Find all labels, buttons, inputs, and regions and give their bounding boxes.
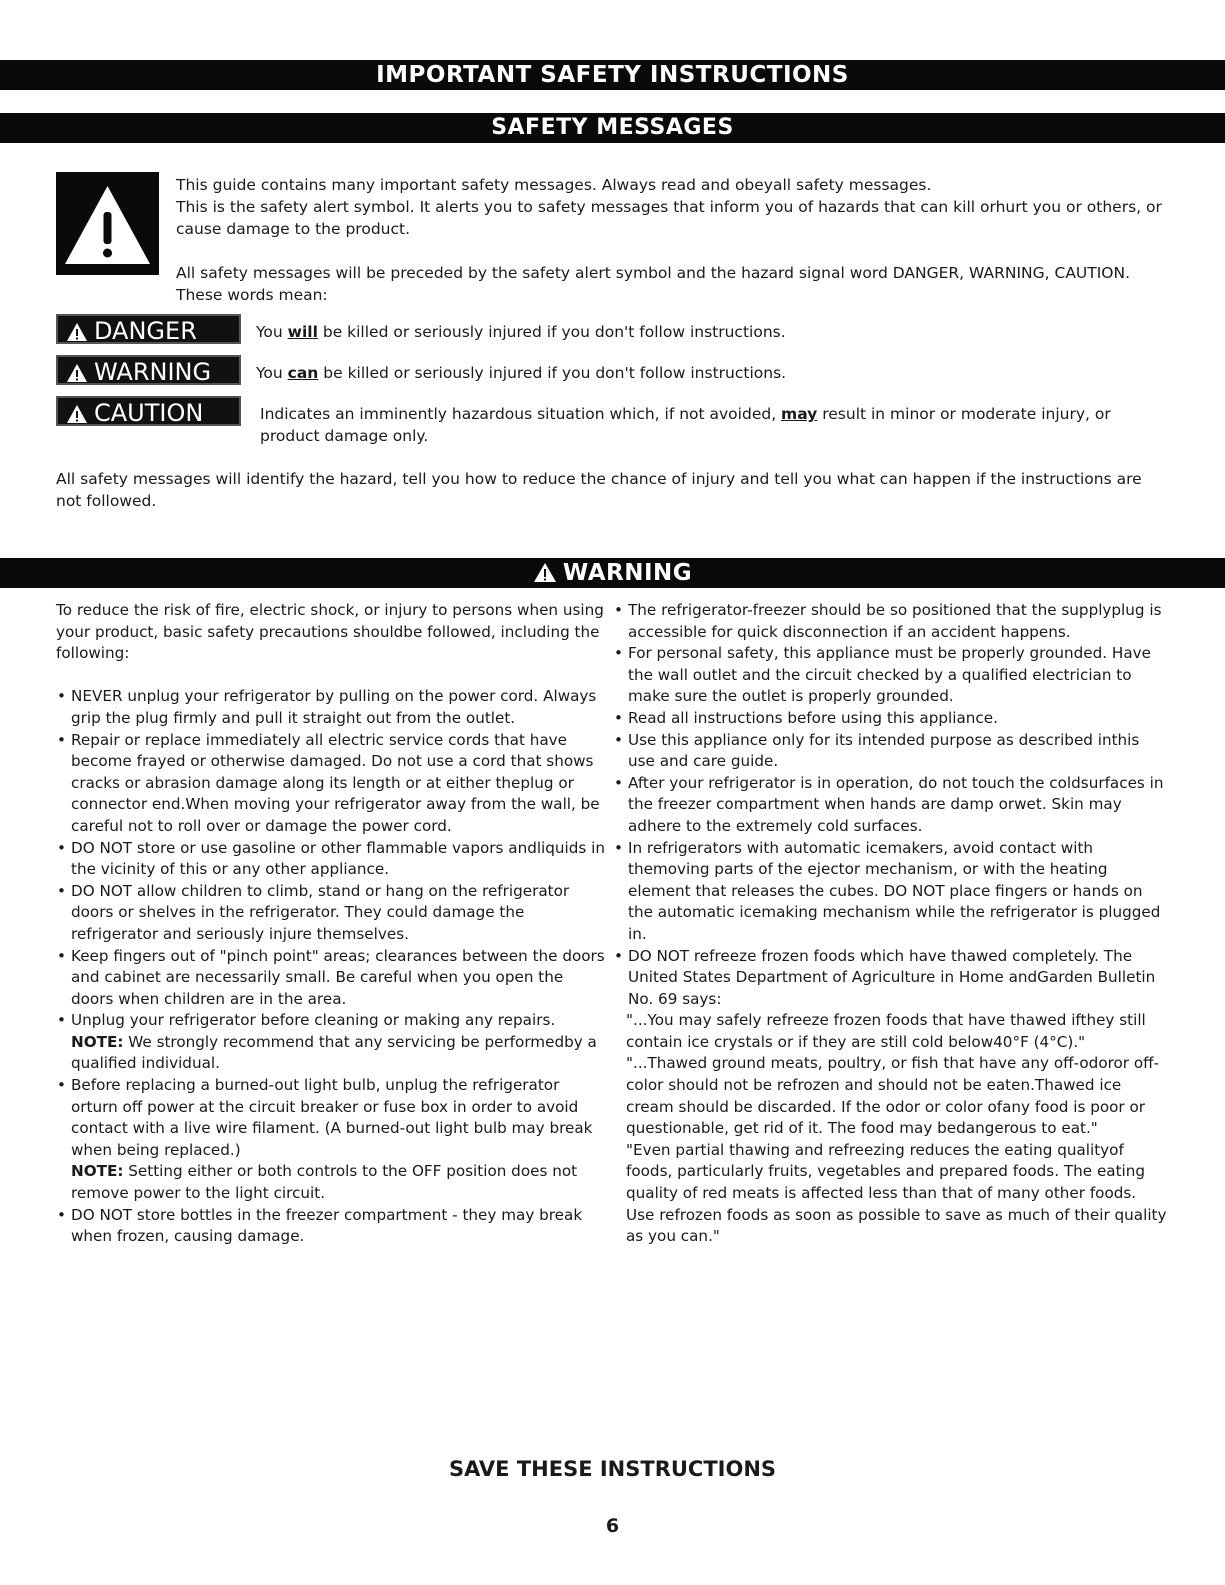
bullet-icon: • — [57, 838, 66, 857]
caution-post: result in minor or moderate injury, or product damage only. — [260, 405, 1111, 445]
bullet-icon: • — [614, 730, 623, 749]
danger-signal-label — [56, 314, 241, 344]
save-instructions-heading: SAVE THESE INSTRUCTIONS — [448, 1457, 777, 1481]
warning-post: be killed or seriously injured if you don't follow instructions. — [318, 364, 787, 382]
list-item — [613, 773, 1168, 838]
bullet-icon: • — [57, 1076, 66, 1095]
warning-triangle-icon — [533, 562, 557, 583]
warning-emph: can — [287, 364, 319, 382]
bullet-icon: • — [57, 687, 66, 706]
danger-pre: You — [256, 323, 288, 341]
bullet-icon: • — [57, 1205, 66, 1224]
list-item — [56, 1010, 606, 1075]
usda-quote-1: "...You may safely refreeze frozen foods that have thawed ifthey still contain ice crystals or if they are still cold below40°F (4°C)." — [626, 1011, 1146, 1051]
danger-emph: will — [287, 323, 318, 341]
intro-line-2: This is the safety alert symbol. It alerts you to safety messages that inform you of hazards that can kill orhurt you or others, or cause damage to the product. — [176, 198, 1162, 238]
page-title: IMPORTANT SAFETY INSTRUCTIONS — [376, 62, 849, 88]
list-item-text: DO NOT store bottles in the freezer compartment - they may break when frozen, causing damage. — [71, 1205, 583, 1246]
note-text: We strongly recommend that any servicing be performedby a qualified individual. — [71, 1032, 597, 1073]
list-item-text: Keep fingers out of "pinch point" areas; clearances between the doors and cabinet are necessarily small. Be careful when you open the doors when children are in the area. — [71, 946, 605, 1008]
bullet-icon: • — [614, 708, 623, 727]
list-item — [613, 600, 1168, 643]
list-item-text: For personal safety, this appliance must be properly grounded. Have the wall outlet and the circuit checked by a qualified electrician to make sure the outlet is properly grounded. — [628, 644, 1151, 706]
list-item-text: DO NOT refreeze frozen foods which have thawed completely. The United States Department of Agriculture in Home andGarden Bulletin No. 69 says: — [628, 946, 1156, 1008]
warning-word: WARNING — [94, 358, 212, 386]
usda-quote-2: "...Thawed ground meats, poultry, or fish that have any off-odoror off-color should not be refrozen and should not be eaten.Thawed ice cream should be discarded. If the odor or color ofany food is poor or questionable, get rid of it. The food may bedangerous to eat." — [626, 1054, 1160, 1138]
bullet-icon: • — [57, 730, 66, 749]
warning-triangle-icon — [66, 404, 88, 424]
intro-line-1: This guide contains many important safety messages. Always read and obeyall safety messages. — [176, 176, 932, 194]
bullet-icon: • — [614, 644, 623, 663]
danger-word: DANGER — [94, 317, 197, 345]
warning-description — [256, 362, 786, 384]
bullet-icon: • — [614, 773, 623, 792]
caution-signal-label — [56, 396, 241, 426]
list-item — [56, 946, 606, 1011]
bullet-icon: • — [614, 838, 623, 857]
list-item — [613, 730, 1168, 773]
bullet-icon: • — [57, 1011, 66, 1030]
usda-quote-3: "Even partial thawing and refreezing reduces the eating qualityof foods, particularly fruits, vegetables and prepared foods. The eating quality of red meats is affected less than that of many other foods. Use refrozen foods as soon as possible to save as much of their quality as you can." — [626, 1140, 1167, 1246]
list-item-text: Repair or replace immediately all electric service cords that have become frayed or otherwise damaged. Do not use a cord that shows cracks or abrasion damage along its length or at either theplug or connector end.When moving your refrigerator away from the wall, be careful not to roll over or damage the power cord. — [71, 730, 600, 835]
list-item — [613, 838, 1168, 946]
bullet-icon: • — [57, 946, 66, 965]
caution-description — [260, 403, 1160, 447]
warning-list-left — [56, 686, 606, 1247]
all-messages-text: All safety messages will identify the hazard, tell you how to reduce the chance of injury and tell you what can happen if the instructions are not followed. — [56, 470, 1142, 510]
warning-list-right — [613, 600, 1168, 1010]
main-title-bar — [0, 60, 1225, 90]
intro-line-3: All safety messages will be preceded by the safety alert symbol and the hazard signal word DANGER, WARNING, CAUTION. These words mean: — [176, 264, 1131, 304]
list-item-text: NEVER unplug your refrigerator by pulling on the power cord. Always grip the plug firmly and pull it straight out from the outlet. — [71, 687, 597, 727]
caution-pre: Indicates an imminently hazardous situation which, if not avoided, — [260, 405, 782, 423]
warning-right-column — [613, 600, 1168, 1248]
caution-emph: may — [781, 405, 818, 423]
list-item — [56, 1075, 606, 1205]
warning-left-column — [56, 600, 606, 1248]
note-text: Setting either or both controls to the OFF position does not remove power to the light circuit. — [71, 1162, 578, 1203]
safety-alert-icon — [56, 172, 159, 275]
warning-pre: You — [256, 364, 288, 382]
list-item-text: DO NOT allow children to climb, stand or hang on the refrigerator doors or shelves in the refrigerator. They could damage the refrigerator and seriously injure themselves. — [71, 881, 570, 943]
list-item-text: After your refrigerator is in operation, do not touch the coldsurfaces in the freezer compartment when hands are damp orwet. Skin may adhere to the extremely cold surfaces. — [628, 773, 1164, 835]
list-item — [56, 686, 606, 729]
warning-signal-label — [56, 355, 241, 385]
intro-text — [176, 174, 1176, 240]
danger-post: be killed or seriously injured if you don't follow instructions. — [317, 323, 786, 341]
bullet-icon: • — [614, 946, 623, 965]
warning-triangle-icon — [66, 322, 88, 342]
bullet-icon: • — [57, 881, 66, 900]
section-title: SAFETY MESSAGES — [491, 115, 734, 140]
list-item-text: Use this appliance only for its intended purpose as described inthis use and care guide. — [628, 730, 1140, 771]
warning-section-bar — [0, 558, 1225, 588]
list-item-text: In refrigerators with automatic icemakers, avoid contact with themoving parts of the ejector mechanism, or with the heating element that releases the cubes. DO NOT place fingers or hands on the automatic icemaking mechanism while the refrigerator is plugged in. — [628, 838, 1161, 943]
warning-section-title: WARNING — [562, 560, 693, 586]
list-item-text: Unplug your refrigerator before cleaning or making any repairs. — [71, 1011, 556, 1030]
list-item — [56, 838, 606, 881]
bullet-icon: • — [614, 601, 623, 619]
list-item — [613, 643, 1168, 708]
danger-description — [256, 321, 786, 343]
note-label: NOTE: — [71, 1032, 124, 1051]
list-item — [56, 730, 606, 838]
warning-intro: To reduce the risk of fire, electric shock, or injury to persons when using your product, basic safety precautions shouldbe followed, including the following: — [56, 601, 604, 663]
page-number: 6 — [605, 1515, 620, 1537]
list-item-text: Read all instructions before using this appliance. — [628, 708, 998, 727]
list-item — [613, 946, 1168, 1011]
subtitle-bar — [0, 113, 1225, 143]
note-label: NOTE: — [71, 1162, 124, 1181]
caution-word: CAUTION — [94, 399, 204, 427]
warning-triangle-icon — [66, 363, 88, 383]
list-item — [56, 1205, 606, 1248]
list-item-text: DO NOT store or use gasoline or other flammable vapors andliquids in the vicinity of this or any other appliance. — [71, 838, 605, 879]
list-item-text: Before replacing a burned-out light bulb, unplug the refrigerator orturn off power at the circuit breaker or fuse box in order to avoid contact with a live wire filament. (A burned-out light bulb may break when being replaced.) — [71, 1076, 593, 1159]
list-item — [613, 708, 1168, 730]
list-item-text: The refrigerator-freezer should be so positioned that the supplyplug is accessible for quick disconnection if an accident happens. — [628, 601, 1162, 641]
list-item — [56, 881, 606, 946]
